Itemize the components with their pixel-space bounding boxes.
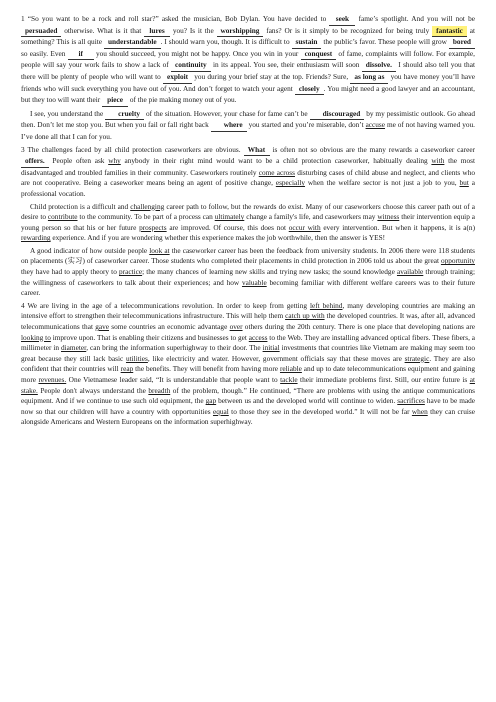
fill-in-answer: piece [102,95,128,107]
fill-in-answer: understandable [104,37,161,49]
text-run: the benefits. They will benefit from having more [133,364,280,374]
underlined-word: especially [275,178,306,188]
text-run: of the pie making money out of you. [128,95,237,105]
text-run: disturbing cases of child abuse and neglect, and clients who are not cooperative. Being a caseworker means being an agent of positive change, [21,167,475,188]
text-run: the developed countries. It was, after all, advanced telecommunications that [21,311,475,332]
fill-in-answer: if [68,49,94,61]
underlined-word: utilities [125,353,148,363]
text-run: ; the many chances of learning new skills and trying new tasks; the sound knowledge [142,267,397,277]
fill-in-answer: where [211,120,247,132]
underlined-word: gave [95,322,110,332]
text-run: a professional vocation. [21,178,475,198]
text-run: otherwise. What is it that [61,25,145,35]
fill-in-answer: offers. [21,156,49,168]
fill-in-answer: fantastic [432,26,467,38]
fill-in-answer: persuaded [21,26,61,38]
underlined-word: challenging [130,201,165,211]
underlined-word: why [108,156,121,166]
fill-in-answer: exploit [163,72,192,84]
fill-in-answer: What [244,145,270,157]
underlined-word: occur with [288,222,321,232]
text-run: , many developing countries are making an intensive effort to strengthen their telecommunications infrastructure. This will help them [21,300,475,321]
text-run: are improved. Of course, this does not [166,222,289,232]
text-run: fame’s spotlight. And you will not be [355,14,475,23]
text-run: anybody in their right mind would want to be a child protection caseworker, habitually dealing [120,156,432,166]
text-run: through training; the willingness of caseworkers to talk about their experiences; and how [21,267,475,287]
paragraph-5 [21,246,475,299]
text-run: . I should warn you, though. It is difficult to [160,37,292,47]
underlined-word: at stake. [21,375,475,395]
fill-in-answer: seek [329,14,355,26]
underlined-word: witness [377,212,400,222]
text-run: to the Web. They are installing advanced optical fibers. These fibers, a millimeter in [21,332,476,353]
text-run: their intervention equip a young person so that his or her future [21,212,475,232]
text-run: 4 We are living in the age of a telecommunications revolution. In order to keep from getting [21,300,310,310]
text-run: becoming familiar with different welfare careers was to their future career. [21,277,475,298]
text-run: change a family's life, and caseworkers may [244,212,378,222]
text-run: fans? Or is it simply to be recognized for being truly [263,25,433,35]
underlined-word: but [459,178,469,188]
text-run: experience. And if you are wondering whether this experience makes the job worthwhile, then the answer is YES! [50,233,386,243]
fill-in-answer: continuity [171,60,211,72]
fill-in-answer: cruelty [105,109,144,121]
underlined-word: equal [212,406,229,416]
underlined-word: over [229,322,243,332]
text-run: of fame, complaints will follow. For example, people will say your work fails to show a lack of [21,48,475,70]
underlined-word: available [396,267,424,277]
fill-in-answer: closely [295,84,324,96]
text-run: One Vietnamese leader said, “It is understandable that people want to [66,375,281,384]
underlined-word: prospects [139,222,167,232]
fill-in-answer: dissolve. [362,60,396,72]
text-run: People often ask [48,156,109,166]
text-run: I see, you understand the [30,108,106,118]
text-run: others during the 20th century. There is one place that developing nations are [242,322,475,332]
text-run: so easily. Even [21,48,68,58]
fill-in-answer: lures [144,26,170,38]
text-run: they have had to apply theory to [21,267,119,277]
text-run: 1 “So you want to be a rock and roll star?” asked the musician, Bob Dylan. You have decided to [21,14,330,23]
text-run: the caseworker career has been the feedback from university students. In 2006 there were 118 students on placements (实习) of caseworker career. Those students who completed their placements in child protection in 2006 told us about the great [21,245,475,266]
underlined-word: left behind [309,300,343,310]
underlined-word: catch up with [285,311,325,321]
underlined-word: reap [120,364,134,374]
underlined-word: reliable [279,364,302,374]
text-run: when the welfare sector is not just a job to you, [305,178,460,188]
underlined-word: access [248,332,268,342]
text-run: you during your brief stay at the top. Friends? Sure, [192,71,351,81]
text-run: have to be made now so that our children will have a country with opportunities [21,396,476,416]
underlined-word: look at [149,245,170,255]
fill-in-answer: sustain [292,37,322,49]
underlined-word: sacrifices [397,396,425,406]
text-run: . You might need a good lawyer and an accountant, but they too will want their [21,83,475,105]
text-run: to those they see in the developed world.” It will not be far [228,406,412,416]
text-run: . They are also confident that their countries will [21,353,475,374]
fill-in-answer: bored [449,37,475,49]
underlined-word: rewarding [21,233,51,243]
underlined-word: diameter [61,343,87,353]
fill-in-answer: worshipping [217,26,264,38]
text-run: is often not so obvious are the many rewards a caseworker career [269,144,476,154]
underlined-word: when [411,406,428,416]
underlined-word: tackle [280,375,298,384]
text-run: some countries an economic advantage [109,322,230,332]
paragraph-4 [21,202,475,244]
underlined-word: ultimately [214,212,245,222]
text-run: me of not having warned you. I’ve done all that I can for you. [21,120,475,141]
underlined-word: practice [119,267,143,277]
fill-in-answer: conquest [301,49,337,61]
fill-in-answer: as long as [350,72,388,84]
underlined-word: opportunity [440,256,475,266]
text-run: of the situation. However, your chase for fame can’t be [144,108,310,118]
text-run: Child protection is a difficult and [30,201,131,211]
underlined-word: valuable [241,277,267,287]
underlined-word: revenues. [38,375,67,384]
text-run: you started and you’re miserable, don’t [246,120,366,130]
text-run: investments that countries like Vietnam are making may seem too great because they still lack basic [21,343,475,363]
underlined-word: gap [205,396,217,406]
text-run: career path to follow, but the rewards do exist. Many of our caseworkers choose this career path out of a desire to [21,201,475,222]
text-run: by my pessimistic outlook. Go ahead then. Don’t let me stop you. But when you fail or fall right back [21,108,475,130]
text-run: you should succeed, you might not be happy. Once you win in your [93,48,301,58]
paragraph-1 [21,14,475,107]
underlined-word: looking to [21,332,51,342]
paragraph-6 [21,301,475,428]
underlined-word: with [431,156,445,166]
text-run: every intervention. But when it happens, it is a(n) [320,222,476,232]
text-run: A good indicator of how outside people [30,245,150,255]
text-run: in its appeal. You see, their enthusiasm will soon [210,60,362,70]
text-run: between us and the developed world will continue to widen. [216,396,398,406]
text-run: their immediate problems first. Still, our entire future is [297,375,470,384]
underlined-word: contribute [47,212,78,222]
paragraph-3 [21,145,475,200]
underlined-word: come across [258,167,295,177]
text-run: the most disadvantaged and troubled families in their community. Caseworkers routinely [21,156,475,177]
text-run: to the community. To be part of a process can [77,212,215,222]
underlined-word: accuse [365,120,386,130]
text-run: 3 The challenges faced by all child protection caseworkers are obvious. [21,144,244,154]
text-run: , can bring the information superhighway to their door. The [86,343,263,353]
paragraph-2 [21,109,475,143]
text-run: you have money you’ll have friends who will suck everything you have out of you. And don’t forget to watch your agent [21,71,476,93]
underlined-word: strategic [404,353,430,363]
text-run: at something? This is all quite [21,25,475,47]
text-run: improve upon. That is enabling their citizens and businesses to get [50,332,249,342]
text-run: you? Is it the [170,25,217,35]
text-run: they can cruise alongside Americans and Western Europeans on the information superhighway. [21,406,475,427]
text-run: , like electricity and water. However, government officials say that these moves are [147,353,405,363]
underlined-word: breadth [148,385,171,395]
underlined-word: initial [262,343,280,353]
text-run: I should also tell you that there will be plenty of people who will want to [21,60,475,81]
text-run: of the problem, though.” He continued, “There are problems with using the antique communications equipment. And if we continue to use such old equipment, the [21,385,475,406]
text-run: and up to date telecommunications equipment and gaining more [21,364,476,384]
fill-in-answer: discouraged [310,109,365,121]
text-run: People don't always understand the [37,385,149,395]
text-run: the public’s favor. These people will grow [321,37,449,47]
